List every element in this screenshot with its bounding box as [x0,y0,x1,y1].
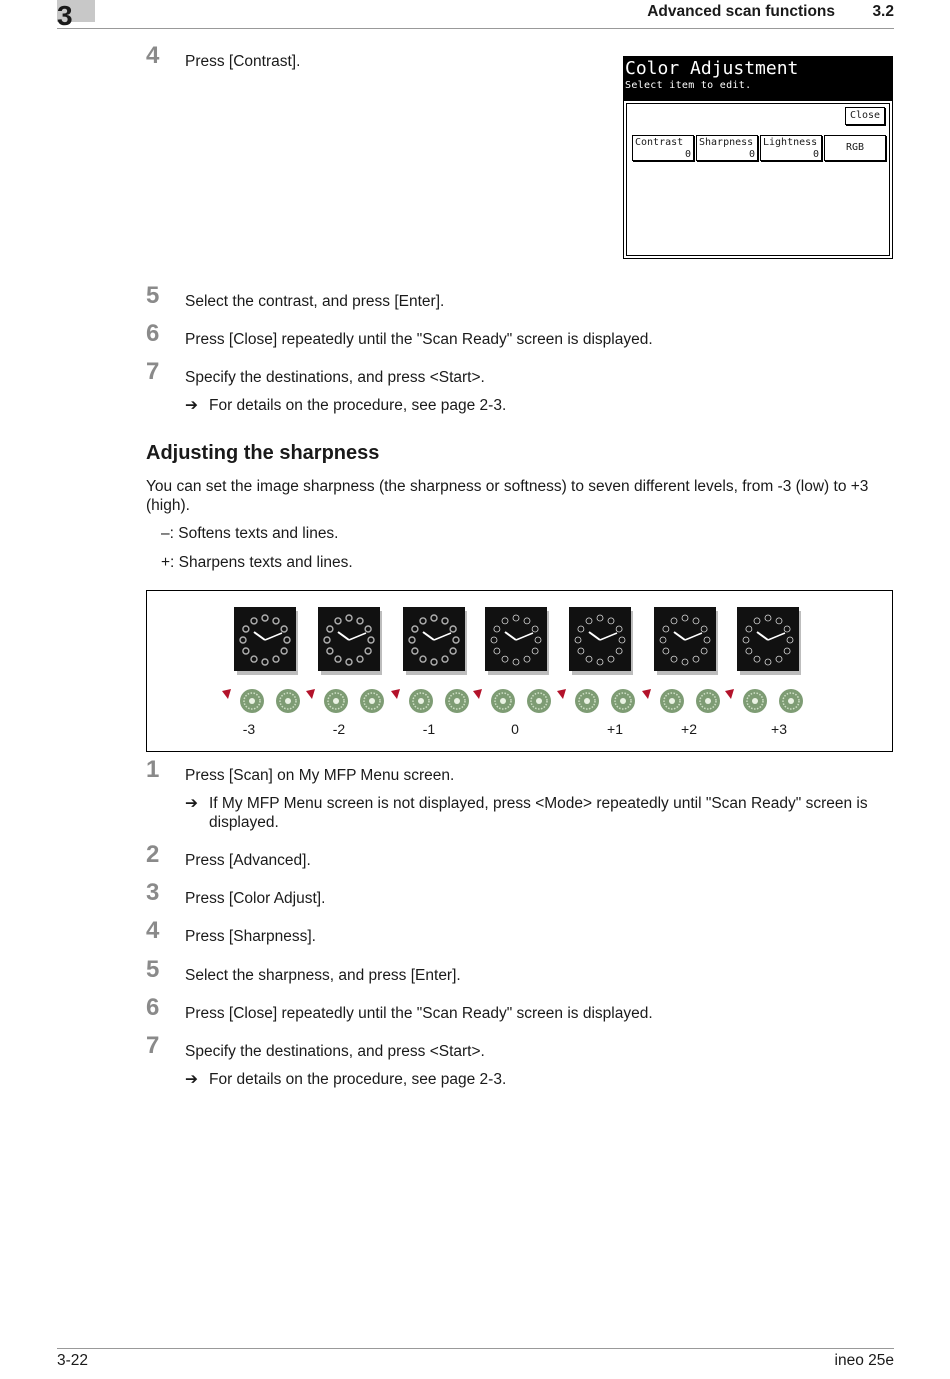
arrow-icon: ➔ [185,397,198,414]
color-adjustment-screen [623,56,893,259]
step-number: 4 [146,42,160,69]
sharpness-value: 0 [748,149,755,160]
header-rule [57,28,894,29]
screen-title: Color Adjustment [625,58,799,79]
sharpness-label: Sharpness [699,137,754,148]
sharpness-level-label: +3 [771,721,787,737]
clock-sample-image [654,607,718,675]
contrast-button[interactable] [632,135,694,161]
footer-rule [57,1348,894,1349]
arrow-icon: ➔ [185,1071,198,1088]
lightness-label: Lightness [763,137,818,148]
dial-sample-image [222,687,312,715]
close-button[interactable]: Close [845,107,885,125]
sharpness-level-label: 0 [511,721,519,737]
dial-sample-image [557,687,647,715]
step-number: 7 [146,1032,160,1059]
product-name: ineo 25e [834,1352,894,1369]
step-text: Press [Scan] on My MFP Menu screen. [185,767,455,784]
header-title: Advanced scan functions [647,3,835,20]
note-text: For details on the procedure, see page 2-3. [209,397,507,414]
step-number: 2 [146,841,160,868]
note-text: If My MFP Menu screen is not displayed, press <Mode> repeatedly until "Scan Ready" screen is displayed. [209,795,868,831]
step-text: Press [Close] repeatedly until the "Scan Ready" screen is displayed. [185,331,653,348]
rgb-label: RGB [845,142,865,153]
step-number: 1 [146,756,160,783]
screen-header [624,57,892,101]
step-text: Select the sharpness, and press [Enter]. [185,967,461,984]
lightness-button[interactable] [760,135,822,161]
note-b1 [185,794,895,832]
note-b2 [185,1070,895,1089]
step-number: 5 [146,282,160,309]
sharpness-level-label: -1 [422,721,436,737]
note-text: For details on the procedure, see page 2-3. [209,1071,507,1088]
sharpness-level-label: -3 [242,721,256,737]
step-text: Press [Contrast]. [185,53,301,70]
dial-sample-image [725,687,815,715]
step-text: Specify the destinations, and press <Start>. [185,369,485,386]
sharpness-level-label: -2 [332,721,346,737]
lightness-value: 0 [812,149,819,160]
dial-sample-image [642,687,732,715]
contrast-label: Contrast [635,137,684,148]
clock-sample-image [485,607,549,675]
step-number: 6 [146,320,160,347]
step-number: 5 [146,956,160,983]
chapter-number: 3 [57,0,73,31]
note-a [185,396,895,415]
sharpness-sample-figure [146,590,893,752]
clock-sample-image [737,607,801,675]
step-number: 7 [146,358,160,385]
section-title: Adjusting the sharpness [146,442,380,464]
step-text: Press [Sharpness]. [185,928,316,945]
step-number: 4 [146,917,160,944]
step-number: 6 [146,994,160,1021]
clock-sample-image [234,607,298,675]
screen-body [626,103,890,256]
dial-sample-image [391,687,481,715]
minus-description: –: Softens texts and lines. [161,525,339,542]
clock-sample-image [569,607,633,675]
sharpness-button[interactable] [696,135,758,161]
step-text: Press [Close] repeatedly until the "Scan Ready" screen is displayed. [185,1005,653,1022]
rgb-button[interactable] [824,135,886,161]
plus-description: +: Sharpens texts and lines. [161,554,353,571]
sharpness-level-label: +2 [681,721,697,737]
clock-sample-image [403,607,467,675]
clock-sample-image [318,607,382,675]
header-section: 3.2 [872,3,894,20]
sharpness-level-label: +1 [607,721,623,737]
dial-sample-image [306,687,396,715]
step-text: Press [Color Adjust]. [185,890,326,907]
step-text: Press [Advanced]. [185,852,311,869]
dial-sample-image [473,687,563,715]
step-text: Select the contrast, and press [Enter]. [185,293,445,310]
arrow-icon: ➔ [185,795,198,812]
page-number: 3-22 [57,1352,89,1369]
contrast-value: 0 [684,149,691,160]
screen-subtitle: Select item to edit. [625,80,752,91]
step-text: Specify the destinations, and press <Start>. [185,1043,485,1060]
step-number: 3 [146,879,160,906]
section-intro: You can set the image sharpness (the sharpness or softness) to seven different levels, from -3 (low) to +3 (high). [146,478,869,514]
